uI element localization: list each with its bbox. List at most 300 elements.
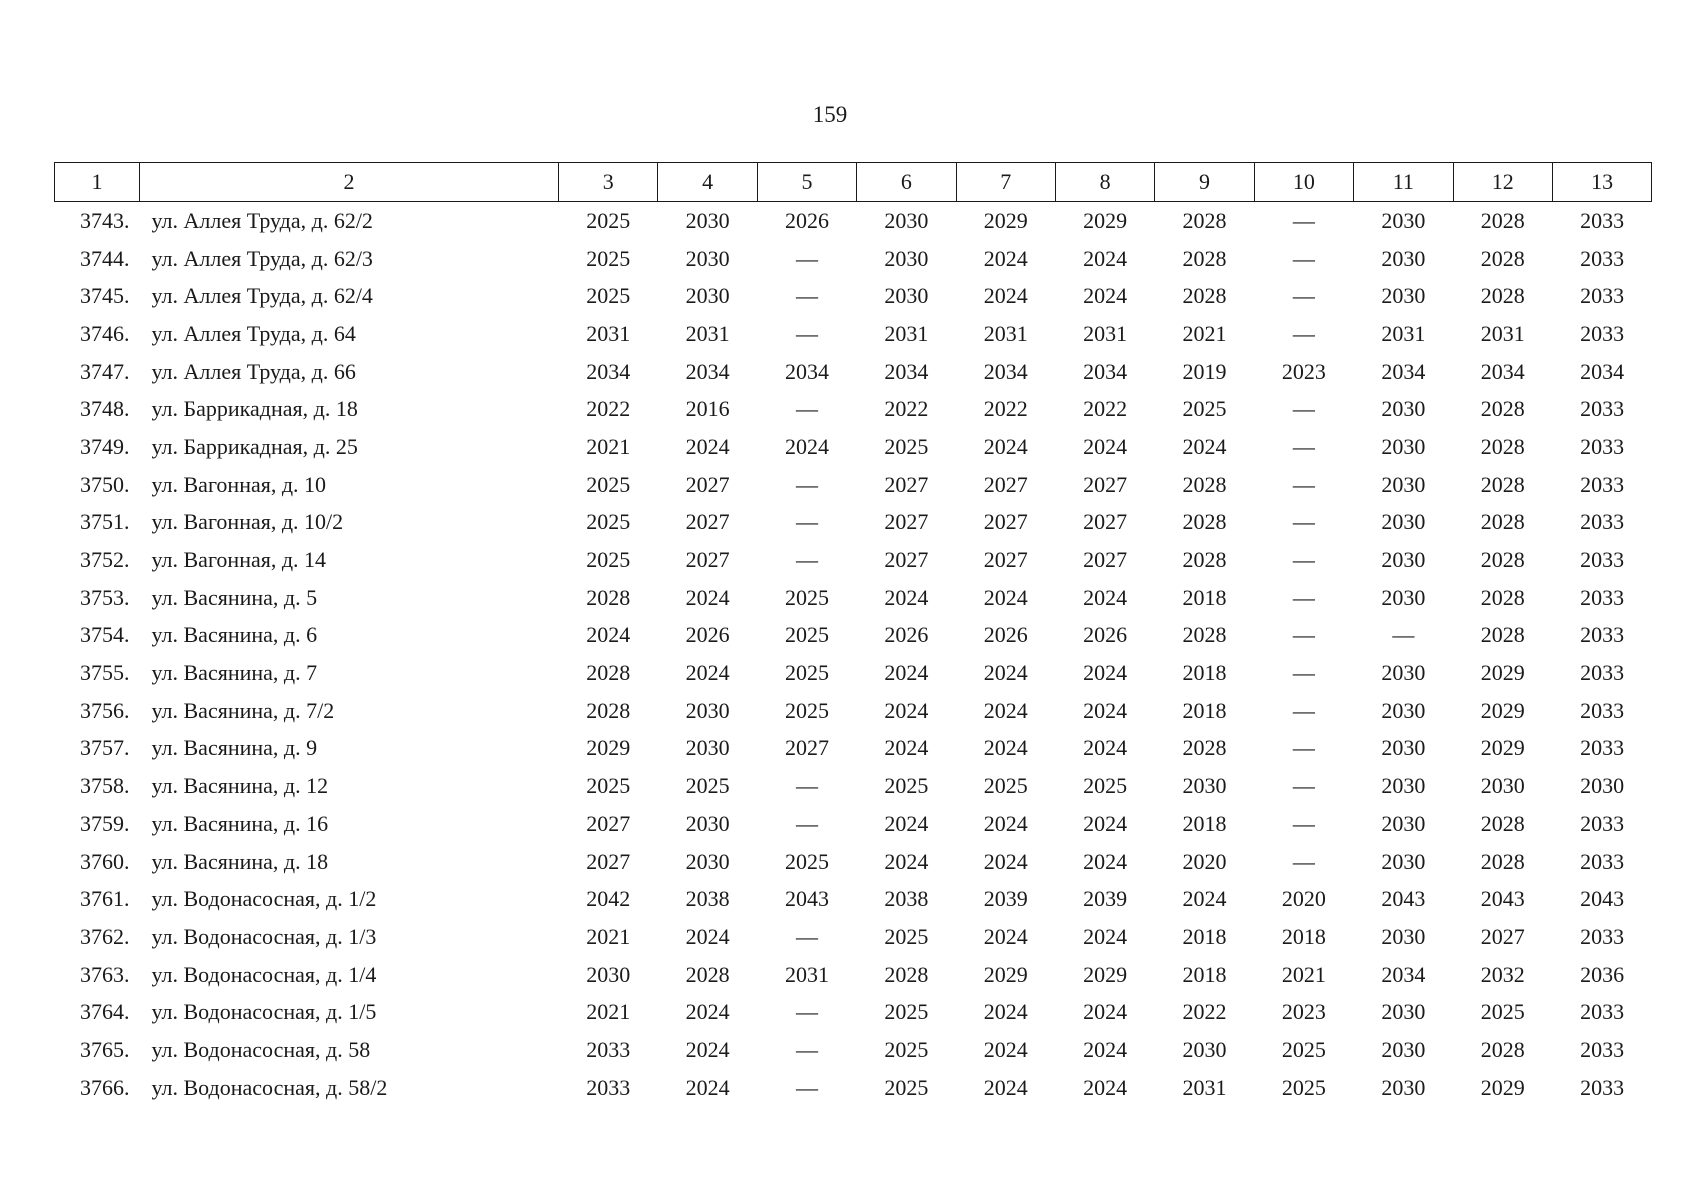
year-cell: 2022 (1083, 396, 1128, 422)
year-cell: 2028 (586, 660, 631, 686)
table-row (55, 504, 1652, 542)
year-cell: 2018 (1182, 660, 1227, 686)
year-cell: 2025 (784, 848, 829, 874)
address-cell: ул. Водонасосная, д. 58/2 (151, 1074, 388, 1100)
table-row (55, 202, 1652, 240)
year-cell: 2028 (1182, 547, 1227, 573)
year-cell: — (1292, 735, 1315, 761)
year-cell: 2024 (884, 697, 929, 723)
year-cell: 2029 (983, 961, 1028, 987)
table-row (55, 428, 1652, 466)
row-number: 3755. (80, 660, 130, 686)
row-number: 3753. (80, 584, 130, 610)
year-cell: — (1292, 810, 1315, 836)
year-cell: 2026 (983, 622, 1028, 648)
year-cell: 2018 (1182, 697, 1227, 723)
table-row (55, 880, 1652, 918)
year-cell: 2024 (1182, 433, 1227, 459)
year-cell: 2025 (1083, 773, 1128, 799)
column-header: 6 (857, 163, 956, 202)
year-cell: 2024 (1083, 660, 1128, 686)
year-cell: 2016 (685, 396, 730, 422)
year-cell: 2018 (1281, 923, 1326, 949)
year-cell: 2027 (685, 547, 730, 573)
year-cell: 2043 (784, 886, 829, 912)
register-table (54, 162, 1652, 1107)
year-cell: 2024 (685, 660, 730, 686)
year-cell: 2025 (586, 207, 631, 233)
year-cell: 2030 (1381, 848, 1426, 874)
column-header: 5 (757, 163, 856, 202)
year-cell: 2024 (983, 1036, 1028, 1062)
year-cell: 2028 (1182, 622, 1227, 648)
year-cell: 2027 (784, 735, 829, 761)
address-cell: ул. Вагонная, д. 10/2 (151, 509, 344, 535)
year-cell: 2033 (1580, 471, 1625, 497)
table-row (55, 654, 1652, 692)
year-cell: 2024 (784, 433, 829, 459)
address-cell: ул. Васянина, д. 18 (151, 848, 329, 874)
year-cell: 2022 (1182, 999, 1227, 1025)
year-cell: 2029 (1083, 961, 1128, 987)
year-cell: 2030 (1381, 547, 1426, 573)
year-cell: 2034 (586, 358, 631, 384)
year-cell: 2028 (1182, 207, 1227, 233)
table-row (55, 918, 1652, 956)
year-cell: 2024 (1083, 735, 1128, 761)
year-cell: 2033 (1580, 1074, 1625, 1100)
year-cell: — (795, 471, 818, 497)
year-cell: — (795, 396, 818, 422)
year-cell: 2030 (1381, 396, 1426, 422)
row-number: 3746. (80, 320, 130, 346)
year-cell: 2020 (1182, 848, 1227, 874)
year-cell: 2029 (1480, 697, 1525, 723)
row-number: 3745. (80, 283, 130, 309)
year-cell: — (795, 773, 818, 799)
column-header: 2 (140, 163, 559, 202)
year-cell: 2025 (586, 283, 631, 309)
row-number: 3765. (80, 1036, 130, 1062)
column-header: 1 (55, 163, 140, 202)
year-cell: 2028 (1480, 471, 1525, 497)
year-cell: 2026 (685, 622, 730, 648)
year-cell: 2033 (1580, 207, 1625, 233)
row-number: 3763. (80, 961, 130, 987)
year-cell: 2018 (1182, 810, 1227, 836)
year-cell: 2033 (1580, 810, 1625, 836)
row-number: 3758. (80, 773, 130, 799)
year-cell: 2028 (1480, 547, 1525, 573)
year-cell: 2030 (1381, 810, 1426, 836)
year-cell: 2020 (1281, 886, 1326, 912)
year-cell: 2024 (983, 584, 1028, 610)
year-cell: — (1292, 509, 1315, 535)
year-cell: 2033 (1580, 999, 1625, 1025)
year-cell: 2029 (1083, 207, 1128, 233)
year-cell: 2030 (685, 283, 730, 309)
table-row (55, 767, 1652, 805)
year-cell: 2024 (1083, 999, 1128, 1025)
year-cell: 2024 (685, 584, 730, 610)
year-cell: 2024 (884, 660, 929, 686)
year-cell: 2024 (1083, 923, 1128, 949)
year-cell: 2024 (685, 1074, 730, 1100)
year-cell: — (1292, 320, 1315, 346)
year-cell: 2030 (1381, 207, 1426, 233)
year-cell: 2026 (784, 207, 829, 233)
year-cell: — (1292, 622, 1315, 648)
table-row (55, 730, 1652, 768)
year-cell: 2039 (1083, 886, 1128, 912)
year-cell: 2030 (1580, 773, 1625, 799)
year-cell: 2030 (1381, 923, 1426, 949)
year-cell: 2025 (983, 773, 1028, 799)
year-cell: 2024 (685, 923, 730, 949)
table-row (55, 541, 1652, 579)
year-cell: 2034 (1381, 961, 1426, 987)
year-cell: 2024 (983, 1074, 1028, 1100)
year-cell: 2033 (1580, 245, 1625, 271)
row-number: 3760. (80, 848, 130, 874)
year-cell: 2018 (1182, 961, 1227, 987)
year-cell: 2030 (685, 735, 730, 761)
row-number: 3752. (80, 547, 130, 573)
year-cell: 2025 (1480, 999, 1525, 1025)
row-number: 3757. (80, 735, 130, 761)
year-cell: 2023 (1281, 999, 1326, 1025)
year-cell: 2042 (586, 886, 631, 912)
year-cell: 2028 (1480, 396, 1525, 422)
year-cell: 2027 (1083, 471, 1128, 497)
year-cell: 2024 (983, 283, 1028, 309)
year-cell: 2033 (586, 1036, 631, 1062)
year-cell: 2025 (784, 697, 829, 723)
year-cell: 2032 (1480, 961, 1525, 987)
address-cell: ул. Васянина, д. 7 (151, 660, 318, 686)
table-row (55, 1069, 1652, 1107)
year-cell: 2024 (983, 810, 1028, 836)
address-cell: ул. Васянина, д. 5 (151, 584, 318, 610)
year-cell: 2033 (586, 1074, 631, 1100)
year-cell: 2025 (784, 584, 829, 610)
year-cell: — (795, 509, 818, 535)
table-row (55, 1031, 1652, 1069)
year-cell: 2024 (1083, 433, 1128, 459)
year-cell: 2027 (586, 810, 631, 836)
year-cell: — (1292, 471, 1315, 497)
year-cell: 2031 (1381, 320, 1426, 346)
year-cell: 2025 (784, 622, 829, 648)
year-cell: 2034 (1381, 358, 1426, 384)
year-cell: 2028 (1480, 1036, 1525, 1062)
year-cell: — (1292, 773, 1315, 799)
address-cell: ул. Аллея Труда, д. 66 (151, 358, 356, 384)
year-cell: 2030 (1381, 1074, 1426, 1100)
table-row (55, 353, 1652, 391)
row-number: 3751. (80, 509, 130, 535)
column-header: 13 (1552, 163, 1651, 202)
year-cell: 2031 (586, 320, 631, 346)
year-cell: 2025 (884, 1036, 929, 1062)
year-cell: 2024 (1083, 1036, 1128, 1062)
year-cell: 2033 (1580, 396, 1625, 422)
year-cell: 2034 (685, 358, 730, 384)
table-row (55, 993, 1652, 1031)
year-cell: 2027 (884, 471, 929, 497)
year-cell: 2031 (1182, 1074, 1227, 1100)
year-cell: — (795, 283, 818, 309)
table-row (55, 240, 1652, 278)
row-number: 3749. (80, 433, 130, 459)
address-cell: ул. Вагонная, д. 14 (151, 547, 327, 573)
row-number: 3766. (80, 1074, 130, 1100)
year-cell: 2030 (1381, 584, 1426, 610)
year-cell: 2028 (1182, 283, 1227, 309)
year-cell: 2043 (1580, 886, 1625, 912)
year-cell: 2031 (685, 320, 730, 346)
year-cell: 2024 (1083, 697, 1128, 723)
year-cell: 2030 (685, 810, 730, 836)
year-cell: 2043 (1381, 886, 1426, 912)
column-header: 7 (956, 163, 1055, 202)
year-cell: 2039 (983, 886, 1028, 912)
year-cell: 2033 (1580, 584, 1625, 610)
year-cell: 2025 (586, 547, 631, 573)
year-cell: — (795, 1036, 818, 1062)
year-cell: 2030 (685, 245, 730, 271)
year-cell: 2030 (1381, 697, 1426, 723)
year-cell: 2033 (1580, 433, 1625, 459)
year-cell: 2024 (884, 810, 929, 836)
year-cell: 2028 (1480, 848, 1525, 874)
year-cell: 2030 (1381, 735, 1426, 761)
address-cell: ул. Аллея Труда, д. 62/4 (151, 283, 373, 309)
year-cell: — (1292, 433, 1315, 459)
year-cell: 2031 (1083, 320, 1128, 346)
year-cell: 2024 (983, 433, 1028, 459)
year-cell: 2025 (1182, 396, 1227, 422)
row-number: 3747. (80, 358, 130, 384)
address-cell: ул. Аллея Труда, д. 62/2 (151, 207, 373, 233)
address-cell: ул. Водонасосная, д. 1/4 (151, 961, 377, 987)
address-cell: ул. Васянина, д. 16 (151, 810, 329, 836)
year-cell: 2030 (1381, 999, 1426, 1025)
year-cell: 2025 (685, 773, 730, 799)
address-cell: ул. Васянина, д. 9 (151, 735, 318, 761)
year-cell: 2024 (1083, 283, 1128, 309)
address-cell: ул. Васянина, д. 12 (151, 773, 329, 799)
year-cell: 2027 (1480, 923, 1525, 949)
address-cell: ул. Водонасосная, д. 58 (151, 1036, 371, 1062)
year-cell: 2029 (586, 735, 631, 761)
row-number: 3761. (80, 886, 130, 912)
year-cell: 2030 (884, 207, 929, 233)
year-cell: 2022 (586, 396, 631, 422)
year-cell: — (1292, 396, 1315, 422)
year-cell: 2027 (983, 547, 1028, 573)
address-cell: ул. Васянина, д. 6 (151, 622, 318, 648)
year-cell: 2022 (884, 396, 929, 422)
year-cell: 2024 (1083, 848, 1128, 874)
year-cell: 2030 (1182, 773, 1227, 799)
year-cell: 2030 (1381, 433, 1426, 459)
year-cell: — (795, 1074, 818, 1100)
year-cell: 2033 (1580, 1036, 1625, 1062)
year-cell: 2025 (784, 660, 829, 686)
row-number: 3759. (80, 810, 130, 836)
year-cell: 2024 (685, 999, 730, 1025)
year-cell: 2027 (685, 509, 730, 535)
row-number: 3756. (80, 697, 130, 723)
row-number: 3762. (80, 923, 130, 949)
year-cell: 2036 (1580, 961, 1625, 987)
address-cell: ул. Водонасосная, д. 1/2 (151, 886, 377, 912)
year-cell: 2030 (685, 848, 730, 874)
year-cell: — (795, 245, 818, 271)
year-cell: 2030 (1381, 471, 1426, 497)
year-cell: 2025 (884, 773, 929, 799)
year-cell: 2028 (1480, 433, 1525, 459)
year-cell: — (1292, 660, 1315, 686)
year-cell: 2025 (884, 433, 929, 459)
year-cell: 2025 (586, 245, 631, 271)
year-cell: 2033 (1580, 320, 1625, 346)
year-cell: 2028 (1480, 509, 1525, 535)
year-cell: 2024 (685, 1036, 730, 1062)
year-cell: 2026 (1083, 622, 1128, 648)
year-cell: 2024 (983, 735, 1028, 761)
year-cell: 2034 (884, 358, 929, 384)
address-cell: ул. Аллея Труда, д. 64 (151, 320, 356, 346)
year-cell: 2028 (1182, 245, 1227, 271)
year-cell: 2031 (884, 320, 929, 346)
year-cell: 2027 (586, 848, 631, 874)
year-cell: — (1292, 245, 1315, 271)
year-cell: 2028 (884, 961, 929, 987)
table-row (55, 617, 1652, 655)
year-cell: 2024 (983, 660, 1028, 686)
year-cell: 2028 (586, 584, 631, 610)
year-cell: 2028 (1182, 735, 1227, 761)
year-cell: 2021 (1182, 320, 1227, 346)
year-cell: — (795, 547, 818, 573)
year-cell: — (1292, 547, 1315, 573)
column-header: 9 (1155, 163, 1254, 202)
year-cell: 2030 (586, 961, 631, 987)
year-cell: 2022 (983, 396, 1028, 422)
table-row (55, 466, 1652, 504)
column-header: 11 (1354, 163, 1453, 202)
year-cell: 2024 (1182, 886, 1227, 912)
year-cell: 2024 (1083, 1074, 1128, 1100)
year-cell: — (1292, 207, 1315, 233)
year-cell: 2018 (1182, 923, 1227, 949)
row-number: 3744. (80, 245, 130, 271)
year-cell: 2028 (1480, 810, 1525, 836)
year-cell: 2027 (685, 471, 730, 497)
table-row (55, 390, 1652, 428)
year-cell: 2027 (884, 547, 929, 573)
year-cell: 2033 (1580, 923, 1625, 949)
year-cell: 2019 (1182, 358, 1227, 384)
row-number: 3750. (80, 471, 130, 497)
year-cell: 2028 (1480, 283, 1525, 309)
year-cell: 2029 (1480, 660, 1525, 686)
year-cell: 2027 (884, 509, 929, 535)
year-cell: 2028 (1480, 622, 1525, 648)
year-cell: 2021 (1281, 961, 1326, 987)
year-cell: 2026 (884, 622, 929, 648)
row-number: 3764. (80, 999, 130, 1025)
year-cell: 2033 (1580, 547, 1625, 573)
year-cell: 2029 (1480, 1074, 1525, 1100)
year-cell: 2030 (1381, 773, 1426, 799)
year-cell: 2027 (983, 509, 1028, 535)
year-cell: 2028 (1182, 471, 1227, 497)
year-cell: 2033 (1580, 848, 1625, 874)
year-cell: — (1292, 283, 1315, 309)
year-cell: 2025 (586, 471, 631, 497)
year-cell: — (795, 320, 818, 346)
column-header: 3 (559, 163, 658, 202)
year-cell: 2027 (983, 471, 1028, 497)
year-cell: 2025 (1281, 1036, 1326, 1062)
year-cell: 2030 (1381, 245, 1426, 271)
year-cell: 2038 (685, 886, 730, 912)
year-cell: 2034 (1580, 358, 1625, 384)
year-cell: 2023 (1281, 358, 1326, 384)
year-cell: 2025 (1281, 1074, 1326, 1100)
table-body (55, 202, 1652, 1107)
year-cell: 2034 (784, 358, 829, 384)
address-cell: ул. Васянина, д. 7/2 (151, 697, 335, 723)
year-cell: 2024 (586, 622, 631, 648)
year-cell: 2025 (884, 923, 929, 949)
year-cell: 2029 (983, 207, 1028, 233)
year-cell: 2024 (1083, 584, 1128, 610)
year-cell: 2033 (1580, 735, 1625, 761)
year-cell: 2034 (1083, 358, 1128, 384)
year-cell: 2028 (1480, 207, 1525, 233)
year-cell: 2033 (1580, 660, 1625, 686)
year-cell: — (795, 999, 818, 1025)
year-cell: 2024 (1083, 810, 1128, 836)
table-row (55, 277, 1652, 315)
column-header: 10 (1254, 163, 1353, 202)
year-cell: 2018 (1182, 584, 1227, 610)
year-cell: 2028 (685, 961, 730, 987)
page-number: 159 (812, 102, 848, 127)
year-cell: 2031 (1480, 320, 1525, 346)
year-cell: 2028 (1480, 245, 1525, 271)
address-cell: ул. Водонасосная, д. 1/5 (151, 999, 377, 1025)
table-row (55, 956, 1652, 994)
year-cell: 2033 (1580, 622, 1625, 648)
year-cell: 2034 (1480, 358, 1525, 384)
column-header: 8 (1055, 163, 1154, 202)
table-row (55, 692, 1652, 730)
year-cell: 2028 (1480, 584, 1525, 610)
column-header: 12 (1453, 163, 1552, 202)
year-cell: 2025 (884, 999, 929, 1025)
address-cell: ул. Вагонная, д. 10 (151, 471, 327, 497)
table-row (55, 579, 1652, 617)
year-cell: 2030 (1381, 509, 1426, 535)
year-cell: 2030 (1182, 1036, 1227, 1062)
year-cell: — (795, 923, 818, 949)
address-cell: ул. Водонасосная, д. 1/3 (151, 923, 377, 949)
